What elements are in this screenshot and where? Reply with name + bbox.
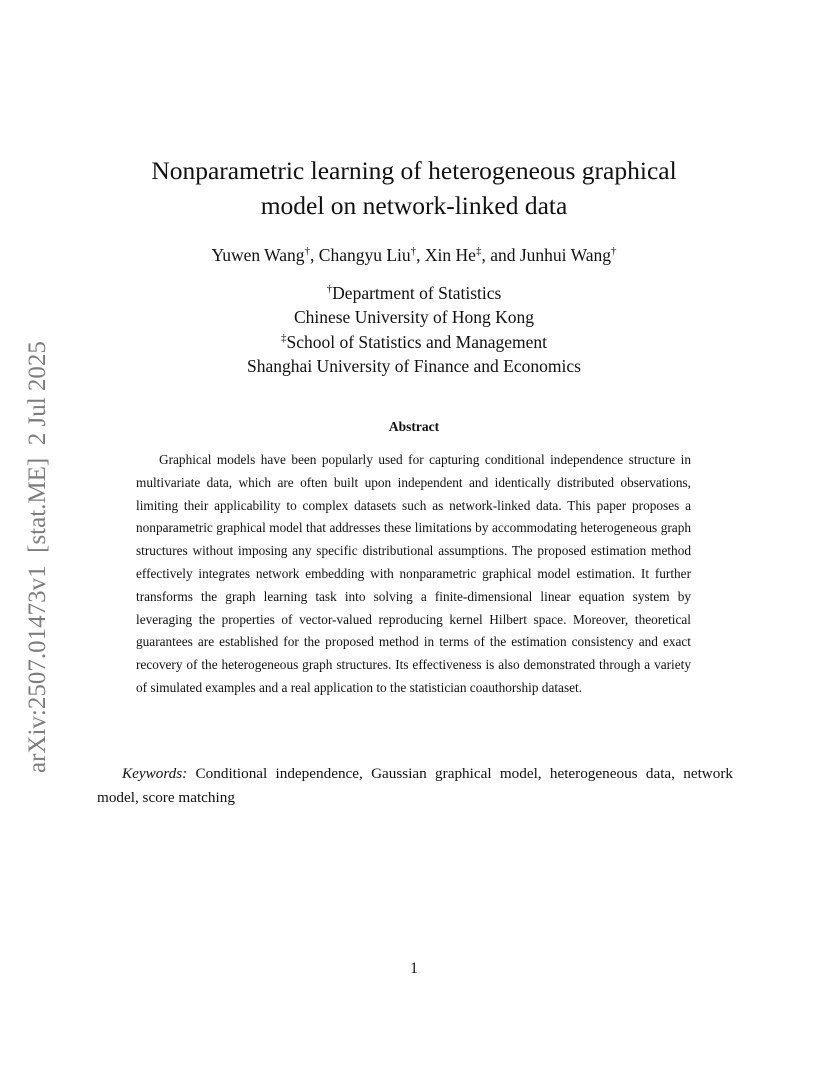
author-separator: , and <box>481 245 520 265</box>
abstract-text: Graphical models have been popularly used for capturing conditional independence structure in multivariate data, which are often built upon independent and identically distributed observations, limiting their applicability to complex datasets such as network-linked data. This paper proposes a nonparametric graphical model that addresses these limitations by accommodating heterogeneous graph structures without imposing any specific distributional assumptions. The proposed estimation method effectively integrates network embedding with nonparametric graphical model estimation. It further transforms the graph learning task into solving a finite-dimensional linear equation system by leveraging the properties of vector-valued reproducing kernel Hilbert space. Moreover, theoretical guarantees are established for the proposed method in terms of the estimation consistency and exact recovery of the heterogeneous graph structures. Its effectiveness is also demonstrated through a variety of simulated examples and a real application to the statistician coauthorship dataset. <box>136 452 691 695</box>
affiliation-mark: ‡ <box>280 331 287 344</box>
author-name: Changyu Liu <box>318 245 411 265</box>
affiliation-line: Shanghai University of Finance and Economics <box>247 355 581 376</box>
affiliation-mark: † <box>410 245 417 257</box>
abstract-heading: Abstract <box>388 419 440 434</box>
keywords-label: Keywords: <box>122 765 188 782</box>
paper-title-line-1: Nonparametric learning of heterogeneous graphical <box>151 156 677 185</box>
affiliation-mark: † <box>326 283 333 295</box>
author-name: Yuwen Wang <box>211 245 305 265</box>
author-separator: , <box>416 245 425 265</box>
author-name: Xin He <box>424 245 476 265</box>
paper-title-line-2: model on network-linked data <box>260 191 568 220</box>
author-name: Junhui Wang <box>519 245 611 265</box>
affiliations <box>150 281 678 378</box>
page-number: 1 <box>410 960 418 977</box>
author <box>520 245 617 265</box>
keywords <box>97 762 733 810</box>
department-name: School of Statistics and Management <box>286 331 547 352</box>
affiliation-mark: † <box>610 245 617 257</box>
affiliation-line: Chinese University of Hong Kong <box>293 307 535 328</box>
author-list <box>120 243 708 267</box>
arxiv-identifier-stamp <box>20 307 56 773</box>
affiliation-mark: ‡ <box>475 245 482 257</box>
affiliation-mark: † <box>304 245 311 257</box>
author <box>425 245 482 265</box>
department-name: Department of Statistics <box>332 283 502 303</box>
author <box>319 245 416 265</box>
affiliation-line <box>150 281 678 305</box>
affiliation-line <box>150 330 678 354</box>
keywords-text: Conditional independence, Gaussian graphical model, heterogeneous data, network model, score matching <box>97 765 733 806</box>
arxiv-identifier-text: arXiv:2507.01473v1 [stat.ME] 2 Jul 2025 <box>24 341 51 773</box>
paper-title <box>120 153 708 223</box>
author <box>212 245 311 265</box>
author-separator: , <box>310 245 319 265</box>
